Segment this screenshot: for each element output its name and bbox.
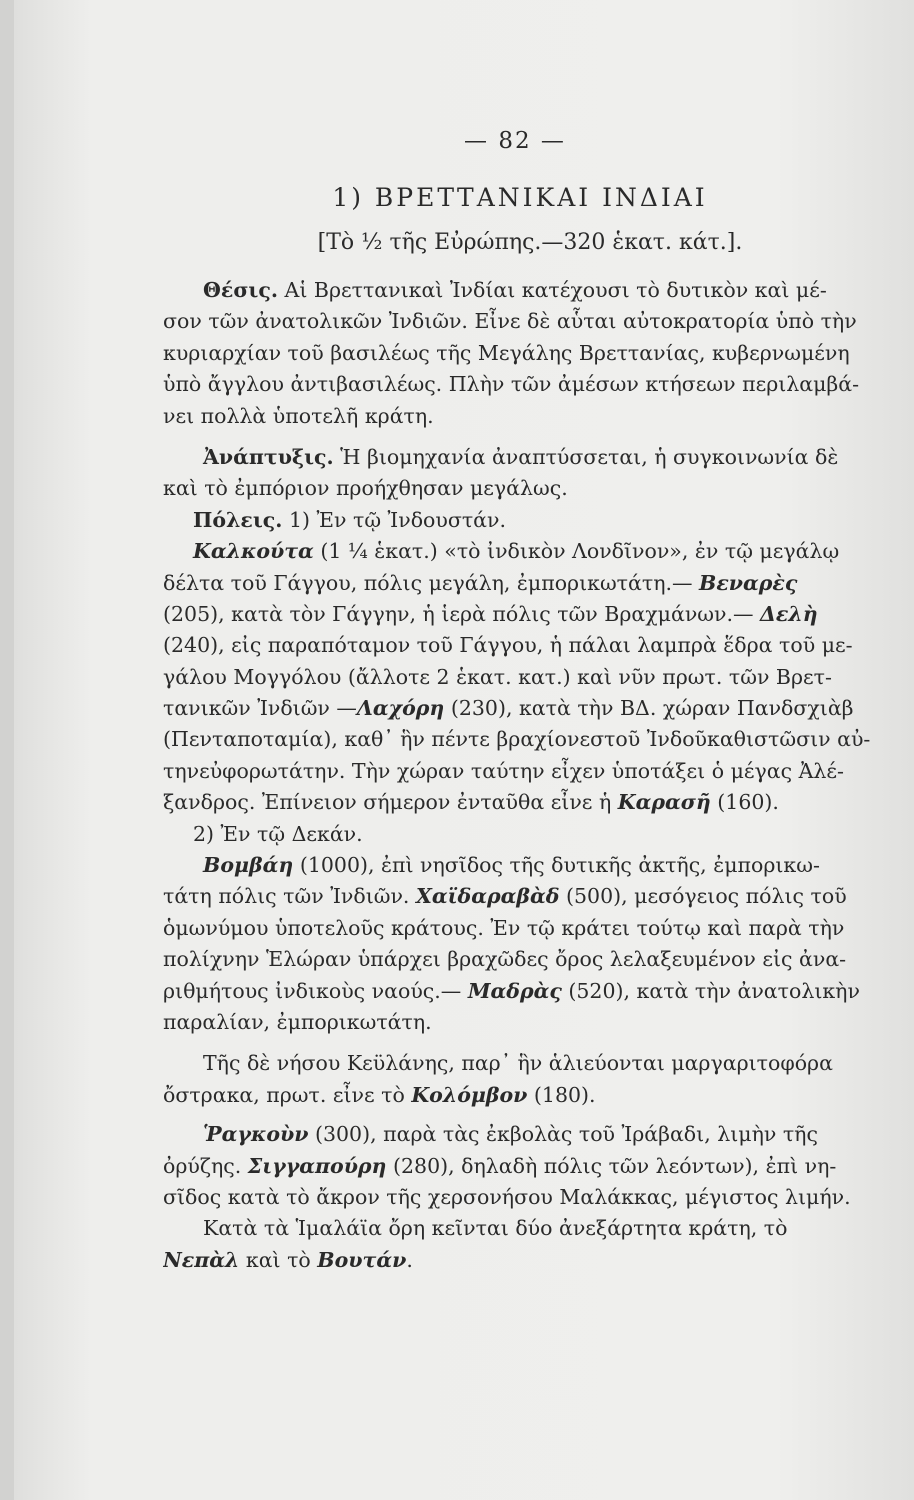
paragraph-line <box>163 505 881 536</box>
body-text <box>163 275 881 1276</box>
paragraph-line: Τῆς δὲ νήσου Κεϋλάνης, παρ᾿ ἣν ἁλιεύονται μαργαριτοφόρα <box>203 1051 833 1076</box>
paragraph-line <box>163 1119 881 1150</box>
paragraph-line: (Πενταποταμία), καθ᾿ ἣν πέντε βραχίονεστοῦ Ἰνδοῦκαθιστῶσιν αὐ- <box>163 727 871 752</box>
paragraph-line <box>163 442 881 473</box>
paragraph-line: ὁμωνύμου ὑποτελοῦς κράτους. Ἐν τῷ κράτει τούτῳ καὶ παρὰ τὴν <box>163 915 845 940</box>
paragraph-line: παραλίαν, ἐμπορικωτάτη. <box>163 1009 432 1034</box>
paragraph-line: κυριαρχίαν τοῦ βασιλέως τῆς Μεγάλης Βρεττανίας, κυβερνωμένη <box>163 340 850 365</box>
place-name: Βουτάν <box>317 1247 407 1272</box>
place-name: Μαδρὰς <box>467 978 562 1003</box>
paragraph-line <box>163 1080 881 1111</box>
text-run: (160). <box>710 790 779 815</box>
spacer <box>163 1111 881 1119</box>
spacer <box>163 432 881 442</box>
text-run: (300), παρὰ τὰς ἐκβολὰς τοῦ Ἰράβαδι, λιμὴν τῆς <box>308 1122 818 1147</box>
paragraph-line: (240), εἰς παραπόταμον τοῦ Γάγγου, ἡ πάλαι λαμπρὰ ἕδρα τοῦ με- <box>163 633 853 658</box>
place-name: Χαϊδαραβὰδ <box>415 884 560 909</box>
paragraph-line <box>163 787 881 818</box>
text-run: (230), κατὰ τὴν ΒΔ. χώραν Πανδσχιὰβ <box>444 696 854 721</box>
place-name: Σιγγαπούρη <box>247 1153 387 1178</box>
paragraph-line <box>163 850 881 881</box>
paragraph-line <box>163 599 881 630</box>
text-run: (520), κατὰ τὴν ἀνατολικὴν <box>561 978 860 1003</box>
text-run: Ἡ βιομηχανία ἀναπτύσσεται, ἡ συγκοινωνία δὲ <box>340 444 839 469</box>
paragraph-line <box>163 568 881 599</box>
place-name: Νεπὰλ <box>163 1247 240 1272</box>
section-heading-thesis: Θέσις. <box>203 278 278 302</box>
paragraph-line <box>163 536 881 567</box>
paragraph-line: τηνεὐφορωτάτην. Τὴν χώραν ταύτην εἶχεν ὑποτάξει ὁ μέγας Ἀλέ- <box>163 758 844 783</box>
paragraph-line: ὑπὸ ἄγγλου ἀντιβασιλέως. Πλὴν τῶν ἀμέσων κτήσεων περιλαμβά- <box>163 372 860 397</box>
place-name: Δελὴ <box>760 601 818 626</box>
section-heading-development: Ἀνάπτυξις. <box>203 444 334 469</box>
text-run: (205), κατὰ τὸν Γάγγην, ἡ ἱερὰ πόλις τῶν Βραχμάνων.— <box>163 601 760 626</box>
paragraph-line <box>163 275 881 306</box>
paragraph-line: σον τῶν ἀνατολικῶν Ἰνδιῶν. Εἶνε δὲ αὗται αὐτοκρατορία ὑπὸ τὴν <box>163 309 857 334</box>
paragraph-line <box>163 693 881 724</box>
text-run: . <box>406 1247 413 1272</box>
paragraph-line: πολίχνην Ἑλώραν ὑπάρχει βραχῶδες ὄρος λελαξευμένον εἰς ἀνα- <box>163 947 847 972</box>
paragraph-line: 2) Ἐν τῷ Δεκάν. <box>193 821 363 846</box>
text-run: (280), δηλαδὴ πόλις τῶν λεόντων), ἐπὶ νη- <box>386 1153 837 1178</box>
text-run: ὄστρακα, πρωτ. εἶνε τὸ <box>163 1082 412 1107</box>
place-name: Ῥαγκοὺν <box>203 1122 309 1147</box>
text-run: 1) Ἐν τῷ Ἰνδουστάν. <box>288 507 506 532</box>
text-run: τάτη πόλις τῶν Ἰνδιῶν. <box>163 884 416 909</box>
text-run: ξανδρος. Ἐπίνειον σήμερον ἐνταῦθα εἶνε ἡ <box>163 790 618 815</box>
place-name: Καλκούτα <box>193 539 314 564</box>
text-run: (1000), ἐπὶ νησῖδος τῆς δυτικῆς ἀκτῆς, ἐμπορικω- <box>293 853 820 878</box>
text-run: ριθμήτους ἰνδικοὺς ναούς.— <box>163 978 468 1003</box>
paragraph-line: σῖδος κατὰ τὸ ἄκρον τῆς χερσονήσου Μαλάκκας, μέγιστος λιμήν. <box>163 1184 851 1209</box>
page-number: — 82 — <box>464 128 566 154</box>
paragraph-line <box>163 1151 881 1182</box>
text-run: δέλτα τοῦ Γάγγου, πόλις μεγάλη, ἐμπορικωτάτη.— <box>163 570 700 595</box>
paragraph-line: καὶ τὸ ἐμπόριον προήχθησαν μεγάλως. <box>163 476 568 501</box>
place-name: Καρασῆ <box>617 790 711 815</box>
text-run: ὀρύζης. <box>163 1153 248 1178</box>
section-heading-cities: Πόλεις. <box>193 507 283 532</box>
place-name: Κολόμβον <box>411 1082 528 1107</box>
paragraph-line: Κατὰ τὰ Ἱμαλάϊα ὄρη κεῖνται δύο ἀνεξάρτητα κράτη, τὸ <box>203 1216 788 1241</box>
spacer <box>163 1038 881 1048</box>
paragraph-line <box>163 881 881 912</box>
chapter-title: 1) ΒΡΕΤΤΑΝΙΚΑΙ ΙΝΔΙΑΙ <box>332 183 708 212</box>
text-run: (1 ¼ ἑκατ.) «τὸ ἰνδικὸν Λονδῖνον», ἐν τῷ μεγάλῳ <box>313 539 840 564</box>
text-run: Αἱ Βρεττανικαὶ Ἰνδίαι κατέχουσι τὸ δυτικὸν καὶ μέ- <box>284 278 827 302</box>
text-run: καὶ τὸ <box>239 1247 318 1272</box>
text-run: (180). <box>527 1082 596 1107</box>
paragraph-line: νει πολλὰ ὑποτελῆ κράτη. <box>163 403 434 428</box>
place-name: Λαχόρη <box>356 696 445 721</box>
paragraph-line <box>163 1245 881 1276</box>
text-run: (500), μεσόγειος πόλις τοῦ <box>559 884 847 909</box>
paragraph-line: γάλου Μογγόλου (ἄλλοτε 2 ἑκατ. κατ.) καὶ νῦν πρωτ. τῶν Βρετ- <box>163 664 832 689</box>
text-run: τανικῶν Ἰνδιῶν — <box>163 696 357 721</box>
place-name: Βεναρὲς <box>699 570 798 595</box>
chapter-subtitle: [Τὸ ½ τῆς Εὐρώπης.—320 ἑκατ. κάτ.]. <box>317 230 743 255</box>
paragraph-line <box>163 976 881 1007</box>
place-name: Βομβάη <box>203 853 294 878</box>
page-edge-shadow <box>0 0 14 1500</box>
